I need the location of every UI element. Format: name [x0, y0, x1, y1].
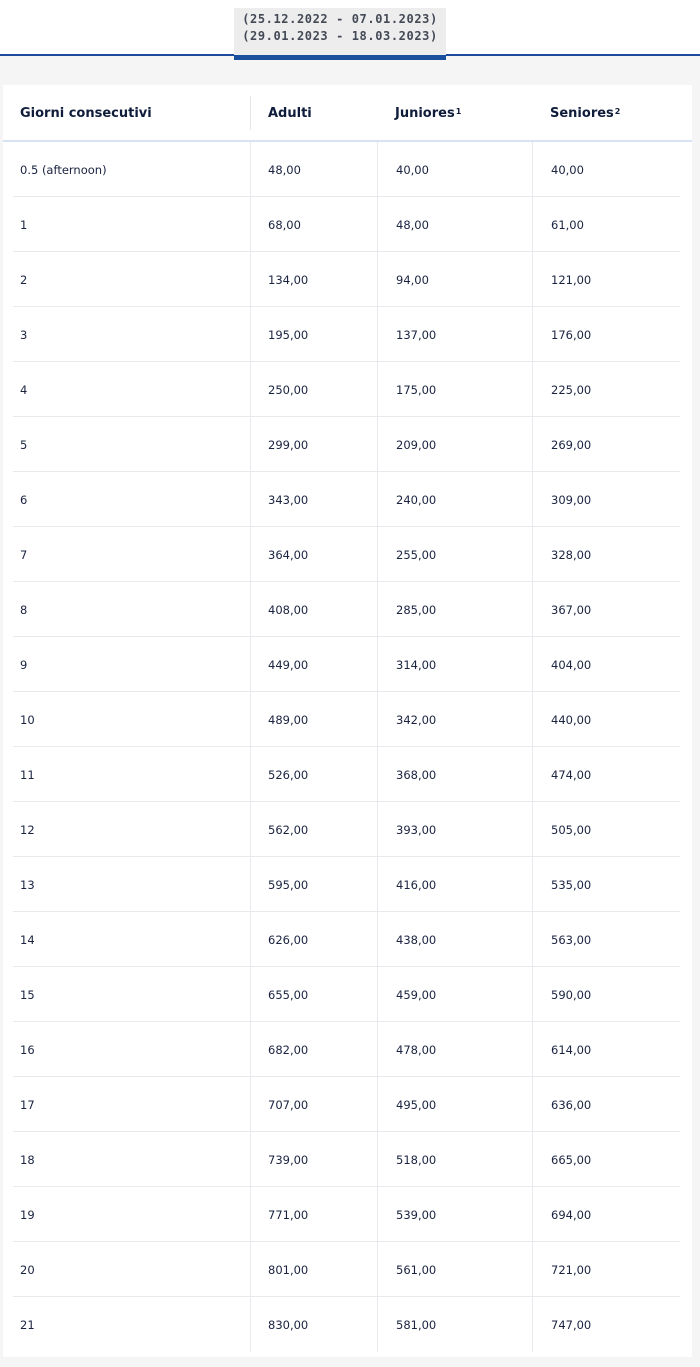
header-days-label: Giorni consecutivi	[20, 105, 152, 121]
cell-adults: 68,00	[250, 197, 377, 252]
cell-adults: 195,00	[250, 307, 377, 362]
cell-juniors: 40,00	[377, 142, 532, 197]
cell-juniors: 495,00	[377, 1077, 532, 1132]
table-row	[13, 1187, 680, 1242]
header-adults-label: Adulti	[268, 105, 312, 121]
cell-seniors: 269,00	[532, 417, 681, 472]
header-juniors	[377, 96, 532, 130]
cell-days: 20	[20, 1262, 35, 1277]
cell-juniors: 285,00	[377, 582, 532, 637]
season-tab-active[interactable]	[234, 8, 446, 60]
table-row	[13, 142, 680, 197]
cell-adults: 526,00	[250, 747, 377, 802]
cell-adults: 682,00	[250, 1022, 377, 1077]
cell-days: 11	[20, 767, 35, 782]
cell-seniors: 404,00	[532, 637, 681, 692]
table-row	[13, 252, 680, 307]
cell-days: 19	[20, 1207, 35, 1222]
header-days	[20, 96, 250, 130]
cell-seniors: 61,00	[532, 197, 681, 252]
table-row	[13, 197, 680, 252]
table-row	[13, 1077, 680, 1132]
header-seniors-label: Seniores	[550, 105, 614, 121]
cell-adults: 48,00	[250, 142, 377, 197]
cell-seniors: 40,00	[532, 142, 681, 197]
cell-adults: 299,00	[250, 417, 377, 472]
cell-days: 21	[20, 1317, 35, 1332]
cell-adults: 343,00	[250, 472, 377, 527]
cell-seniors: 505,00	[532, 802, 681, 857]
cell-adults: 562,00	[250, 802, 377, 857]
cell-seniors: 747,00	[532, 1297, 681, 1352]
cell-juniors: 539,00	[377, 1187, 532, 1242]
cell-juniors: 561,00	[377, 1242, 532, 1297]
table-row	[13, 472, 680, 527]
season-dates-line-2: (29.01.2023 - 18.03.2023)	[242, 29, 438, 43]
cell-juniors: 459,00	[377, 967, 532, 1022]
cell-juniors: 209,00	[377, 417, 532, 472]
cell-juniors: 314,00	[377, 637, 532, 692]
cell-days: 4	[20, 382, 28, 397]
cell-days: 16	[20, 1042, 35, 1057]
cell-adults: 134,00	[250, 252, 377, 307]
cell-days: 7	[20, 547, 28, 562]
cell-seniors: 121,00	[532, 252, 681, 307]
table-row	[13, 747, 680, 802]
cell-adults: 655,00	[250, 967, 377, 1022]
cell-days: 6	[20, 492, 28, 507]
cell-seniors: 328,00	[532, 527, 681, 582]
table-row	[13, 417, 680, 472]
table-row	[13, 857, 680, 912]
footnote-marker: 1	[455, 106, 462, 116]
cell-seniors: 614,00	[532, 1022, 681, 1077]
cell-days: 10	[20, 712, 35, 727]
cell-seniors: 440,00	[532, 692, 681, 747]
cell-juniors: 438,00	[377, 912, 532, 967]
header-juniors-label: Juniores	[395, 105, 455, 121]
cell-juniors: 478,00	[377, 1022, 532, 1077]
cell-juniors: 342,00	[377, 692, 532, 747]
cell-days: 18	[20, 1152, 35, 1167]
table-row	[13, 802, 680, 857]
cell-days: 17	[20, 1097, 35, 1112]
cell-seniors: 563,00	[532, 912, 681, 967]
table-row	[13, 1132, 680, 1187]
cell-juniors: 175,00	[377, 362, 532, 417]
cell-juniors: 581,00	[377, 1297, 532, 1352]
cell-juniors: 240,00	[377, 472, 532, 527]
table-row	[13, 582, 680, 637]
table-header-row	[3, 85, 692, 142]
cell-adults: 771,00	[250, 1187, 377, 1242]
cell-seniors: 309,00	[532, 472, 681, 527]
cell-seniors: 721,00	[532, 1242, 681, 1297]
cell-juniors: 518,00	[377, 1132, 532, 1187]
table-row	[13, 1022, 680, 1077]
table-row	[13, 692, 680, 747]
season-dates-line-1: (25.12.2022 - 07.01.2023)	[242, 12, 438, 26]
cell-days: 3	[20, 327, 28, 342]
cell-seniors: 225,00	[532, 362, 681, 417]
cell-adults: 489,00	[250, 692, 377, 747]
cell-adults: 250,00	[250, 362, 377, 417]
cell-days: 12	[20, 822, 35, 837]
table-row	[13, 527, 680, 582]
footnote-marker: 2	[614, 106, 621, 116]
header-adults	[250, 96, 377, 130]
cell-juniors: 94,00	[377, 252, 532, 307]
table-row	[13, 362, 680, 417]
cell-days: 15	[20, 987, 35, 1002]
cell-days: 1	[20, 217, 28, 232]
cell-seniors: 535,00	[532, 857, 681, 912]
cell-seniors: 474,00	[532, 747, 681, 802]
cell-juniors: 416,00	[377, 857, 532, 912]
cell-days: 2	[20, 272, 28, 287]
table-row	[13, 1242, 680, 1297]
cell-seniors: 694,00	[532, 1187, 681, 1242]
cell-days: 5	[20, 437, 28, 452]
cell-days: 0.5 (afternoon)	[20, 162, 107, 177]
cell-seniors: 665,00	[532, 1132, 681, 1187]
cell-adults: 830,00	[250, 1297, 377, 1352]
table-row	[13, 1297, 680, 1352]
cell-adults: 739,00	[250, 1132, 377, 1187]
table-row	[13, 307, 680, 362]
cell-seniors: 636,00	[532, 1077, 681, 1132]
cell-juniors: 255,00	[377, 527, 532, 582]
cell-adults: 707,00	[250, 1077, 377, 1132]
cell-adults: 364,00	[250, 527, 377, 582]
table-body	[3, 142, 692, 1352]
cell-adults: 408,00	[250, 582, 377, 637]
cell-adults: 449,00	[250, 637, 377, 692]
table-row	[13, 637, 680, 692]
cell-days: 13	[20, 877, 35, 892]
header-seniors	[532, 96, 681, 130]
table-row	[13, 967, 680, 1022]
cell-seniors: 367,00	[532, 582, 681, 637]
cell-seniors: 176,00	[532, 307, 681, 362]
price-table	[3, 85, 692, 1357]
cell-juniors: 48,00	[377, 197, 532, 252]
cell-adults: 626,00	[250, 912, 377, 967]
table-row	[13, 912, 680, 967]
cell-days: 9	[20, 657, 28, 672]
cell-days: 14	[20, 932, 35, 947]
cell-juniors: 368,00	[377, 747, 532, 802]
cell-adults: 801,00	[250, 1242, 377, 1297]
cell-days: 8	[20, 602, 28, 617]
cell-adults: 595,00	[250, 857, 377, 912]
cell-juniors: 137,00	[377, 307, 532, 362]
cell-juniors: 393,00	[377, 802, 532, 857]
cell-seniors: 590,00	[532, 967, 681, 1022]
